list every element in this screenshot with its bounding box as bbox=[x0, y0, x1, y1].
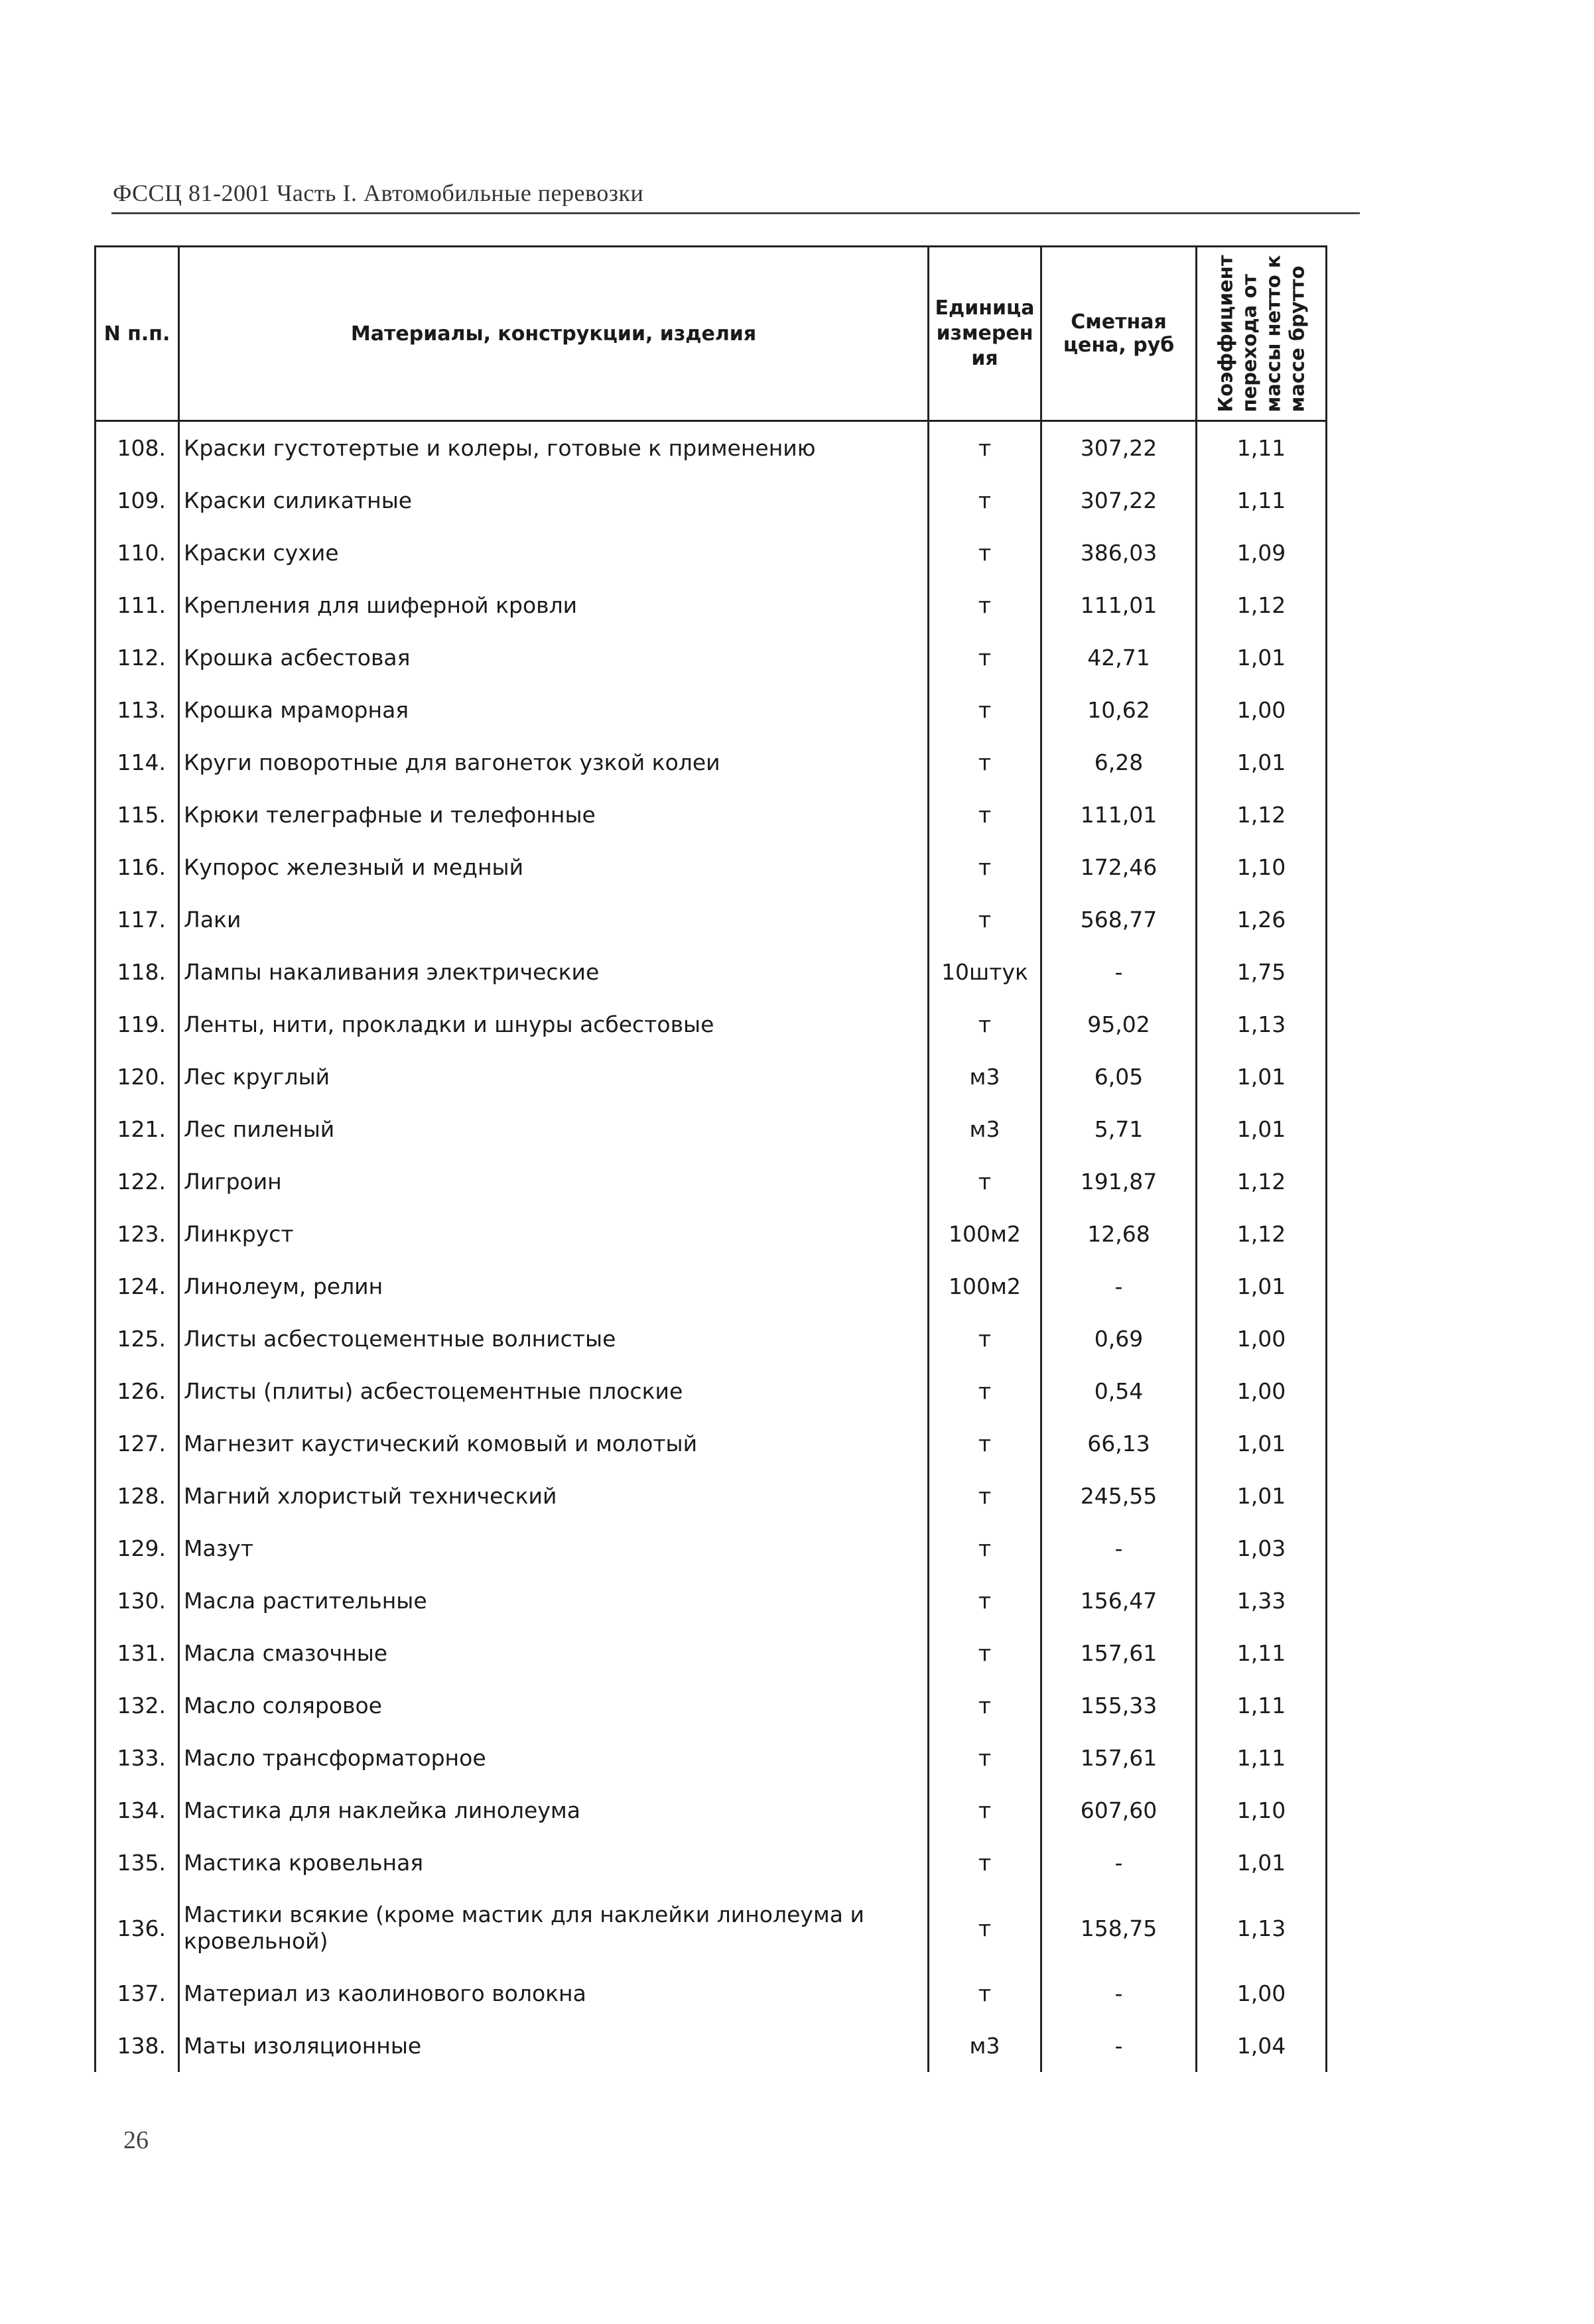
row-number: 130. bbox=[96, 1575, 179, 1627]
table-row bbox=[96, 998, 1327, 1051]
estimated-price: 307,22 bbox=[1041, 421, 1197, 475]
row-number: 129. bbox=[96, 1522, 179, 1575]
unit-of-measure: т bbox=[929, 1155, 1041, 1208]
unit-of-measure: т bbox=[929, 1627, 1041, 1679]
conversion-coefficient: 1,13 bbox=[1197, 998, 1327, 1051]
row-number: 126. bbox=[96, 1365, 179, 1417]
material-name: Ленты, нити, прокладки и шнуры асбестовые bbox=[179, 998, 929, 1051]
row-number: 112. bbox=[96, 631, 179, 684]
table-row bbox=[96, 474, 1327, 527]
row-number: 115. bbox=[96, 789, 179, 841]
header-num: N п.п. bbox=[96, 247, 179, 421]
table-row bbox=[96, 1522, 1327, 1575]
conversion-coefficient: 1,11 bbox=[1197, 1732, 1327, 1784]
table-row bbox=[96, 789, 1327, 841]
table-row bbox=[96, 1313, 1327, 1365]
unit-of-measure: т bbox=[929, 421, 1041, 475]
estimated-price: 172,46 bbox=[1041, 841, 1197, 893]
conversion-coefficient: 1,00 bbox=[1197, 1967, 1327, 2020]
unit-of-measure: 10штук bbox=[929, 946, 1041, 998]
estimated-price: 245,55 bbox=[1041, 1470, 1197, 1522]
row-number: 128. bbox=[96, 1470, 179, 1522]
material-name: Магний хлористый технический bbox=[179, 1470, 929, 1522]
estimated-price: 111,01 bbox=[1041, 789, 1197, 841]
conversion-coefficient: 1,00 bbox=[1197, 1365, 1327, 1417]
table-row bbox=[96, 1470, 1327, 1522]
estimated-price: 157,61 bbox=[1041, 1732, 1197, 1784]
row-number: 125. bbox=[96, 1313, 179, 1365]
unit-of-measure: т bbox=[929, 1313, 1041, 1365]
row-number: 137. bbox=[96, 1967, 179, 2020]
table-row bbox=[96, 736, 1327, 789]
material-name: Крошка мраморная bbox=[179, 684, 929, 736]
table-row bbox=[96, 1967, 1327, 2020]
conversion-coefficient: 1,11 bbox=[1197, 421, 1327, 475]
table-row bbox=[96, 1208, 1327, 1260]
header-rule bbox=[111, 212, 1360, 214]
unit-of-measure: т bbox=[929, 893, 1041, 946]
header-coef bbox=[1197, 247, 1327, 421]
row-number: 122. bbox=[96, 1155, 179, 1208]
conversion-coefficient: 1,00 bbox=[1197, 1313, 1327, 1365]
conversion-coefficient: 1,12 bbox=[1197, 789, 1327, 841]
material-name: Краски густотертые и колеры, готовые к применению bbox=[179, 421, 929, 475]
unit-of-measure: м3 bbox=[929, 2020, 1041, 2072]
estimated-price: - bbox=[1041, 2020, 1197, 2072]
unit-of-measure: м3 bbox=[929, 1051, 1041, 1103]
row-number: 135. bbox=[96, 1837, 179, 1889]
row-number: 120. bbox=[96, 1051, 179, 1103]
conversion-coefficient: 1,12 bbox=[1197, 1208, 1327, 1260]
material-name: Мастика для наклейка линолеума bbox=[179, 1784, 929, 1837]
row-number: 132. bbox=[96, 1679, 179, 1732]
material-name: Лес пиленый bbox=[179, 1103, 929, 1155]
table-row bbox=[96, 527, 1327, 579]
estimated-price: 607,60 bbox=[1041, 1784, 1197, 1837]
estimated-price: 158,75 bbox=[1041, 1889, 1197, 1967]
row-number: 123. bbox=[96, 1208, 179, 1260]
unit-of-measure: т bbox=[929, 841, 1041, 893]
row-number: 116. bbox=[96, 841, 179, 893]
table-row bbox=[96, 2020, 1327, 2072]
estimated-price: 568,77 bbox=[1041, 893, 1197, 946]
material-name: Круги поворотные для вагонеток узкой колеи bbox=[179, 736, 929, 789]
table-row bbox=[96, 579, 1327, 631]
unit-of-measure: т bbox=[929, 1522, 1041, 1575]
conversion-coefficient: 1,01 bbox=[1197, 736, 1327, 789]
table-row bbox=[96, 841, 1327, 893]
material-name: Мастика кровельная bbox=[179, 1837, 929, 1889]
unit-of-measure: т bbox=[929, 1967, 1041, 2020]
estimated-price: 307,22 bbox=[1041, 474, 1197, 527]
unit-of-measure: т bbox=[929, 736, 1041, 789]
estimated-price: 10,62 bbox=[1041, 684, 1197, 736]
conversion-coefficient: 1,01 bbox=[1197, 1051, 1327, 1103]
estimated-price: 0,54 bbox=[1041, 1365, 1197, 1417]
material-name: Линкруст bbox=[179, 1208, 929, 1260]
material-name: Листы асбестоцементные волнистые bbox=[179, 1313, 929, 1365]
table-row bbox=[96, 1575, 1327, 1627]
estimated-price: 12,68 bbox=[1041, 1208, 1197, 1260]
unit-of-measure: 100м2 bbox=[929, 1260, 1041, 1313]
estimated-price: 0,69 bbox=[1041, 1313, 1197, 1365]
estimated-price: 156,47 bbox=[1041, 1575, 1197, 1627]
table-row bbox=[96, 1732, 1327, 1784]
table-row bbox=[96, 893, 1327, 946]
material-name: Лигроин bbox=[179, 1155, 929, 1208]
unit-of-measure: т bbox=[929, 684, 1041, 736]
conversion-coefficient: 1,01 bbox=[1197, 1260, 1327, 1313]
conversion-coefficient: 1,75 bbox=[1197, 946, 1327, 998]
conversion-coefficient: 1,11 bbox=[1197, 1679, 1327, 1732]
table-row bbox=[96, 1260, 1327, 1313]
unit-of-measure: т bbox=[929, 1784, 1041, 1837]
material-name: Линолеум, релин bbox=[179, 1260, 929, 1313]
header-coef-text: Коэффициент перехода от массы нетто к массе брутто bbox=[1214, 255, 1309, 413]
row-number: 117. bbox=[96, 893, 179, 946]
table-row bbox=[96, 684, 1327, 736]
estimated-price: 6,28 bbox=[1041, 736, 1197, 789]
unit-of-measure: т bbox=[929, 1837, 1041, 1889]
row-number: 109. bbox=[96, 474, 179, 527]
row-number: 111. bbox=[96, 579, 179, 631]
estimated-price: - bbox=[1041, 1260, 1197, 1313]
conversion-coefficient: 1,04 bbox=[1197, 2020, 1327, 2072]
material-name: Маты изоляционные bbox=[179, 2020, 929, 2072]
conversion-coefficient: 1,01 bbox=[1197, 1103, 1327, 1155]
material-name: Лаки bbox=[179, 893, 929, 946]
conversion-coefficient: 1,01 bbox=[1197, 1417, 1327, 1470]
estimated-price: - bbox=[1041, 1967, 1197, 2020]
row-number: 131. bbox=[96, 1627, 179, 1679]
table-row bbox=[96, 421, 1327, 475]
material-name: Масла смазочные bbox=[179, 1627, 929, 1679]
row-number: 136. bbox=[96, 1889, 179, 1967]
conversion-coefficient: 1,00 bbox=[1197, 684, 1327, 736]
conversion-coefficient: 1,12 bbox=[1197, 579, 1327, 631]
unit-of-measure: т bbox=[929, 1732, 1041, 1784]
conversion-coefficient: 1,01 bbox=[1197, 1837, 1327, 1889]
conversion-coefficient: 1,26 bbox=[1197, 893, 1327, 946]
material-name: Листы (плиты) асбестоцементные плоские bbox=[179, 1365, 929, 1417]
table-row bbox=[96, 631, 1327, 684]
unit-of-measure: т bbox=[929, 1470, 1041, 1522]
table-row bbox=[96, 1365, 1327, 1417]
estimated-price: 386,03 bbox=[1041, 527, 1197, 579]
conversion-coefficient: 1,09 bbox=[1197, 527, 1327, 579]
table-row bbox=[96, 1784, 1327, 1837]
table-row bbox=[96, 1679, 1327, 1732]
table-row bbox=[96, 1627, 1327, 1679]
table-row bbox=[96, 946, 1327, 998]
conversion-coefficient: 1,01 bbox=[1197, 1470, 1327, 1522]
unit-of-measure: т bbox=[929, 789, 1041, 841]
unit-of-measure: т bbox=[929, 527, 1041, 579]
row-number: 113. bbox=[96, 684, 179, 736]
row-number: 134. bbox=[96, 1784, 179, 1837]
row-number: 127. bbox=[96, 1417, 179, 1470]
unit-of-measure: т bbox=[929, 998, 1041, 1051]
material-name: Масло соляровое bbox=[179, 1679, 929, 1732]
row-number: 121. bbox=[96, 1103, 179, 1155]
unit-of-measure: т bbox=[929, 1679, 1041, 1732]
table-row bbox=[96, 1155, 1327, 1208]
row-number: 124. bbox=[96, 1260, 179, 1313]
estimated-price: 6,05 bbox=[1041, 1051, 1197, 1103]
estimated-price: - bbox=[1041, 946, 1197, 998]
conversion-coefficient: 1,13 bbox=[1197, 1889, 1327, 1967]
header-unit: Единица измерения bbox=[929, 247, 1041, 421]
unit-of-measure: т bbox=[929, 1575, 1041, 1627]
unit-of-measure: т bbox=[929, 1417, 1041, 1470]
table-row bbox=[96, 1417, 1327, 1470]
estimated-price: 155,33 bbox=[1041, 1679, 1197, 1732]
unit-of-measure: т bbox=[929, 1365, 1041, 1417]
row-number: 133. bbox=[96, 1732, 179, 1784]
material-name: Магнезит каустический комовый и молотый bbox=[179, 1417, 929, 1470]
conversion-coefficient: 1,01 bbox=[1197, 631, 1327, 684]
material-name: Крошка асбестовая bbox=[179, 631, 929, 684]
estimated-price: 111,01 bbox=[1041, 579, 1197, 631]
estimated-price: 157,61 bbox=[1041, 1627, 1197, 1679]
header-name: Материалы, конструкции, изделия bbox=[179, 247, 929, 421]
materials-table bbox=[94, 245, 1327, 2072]
material-name: Лес круглый bbox=[179, 1051, 929, 1103]
unit-of-measure: т bbox=[929, 579, 1041, 631]
unit-of-measure: т bbox=[929, 474, 1041, 527]
estimated-price: 42,71 bbox=[1041, 631, 1197, 684]
conversion-coefficient: 1,10 bbox=[1197, 1784, 1327, 1837]
table-body bbox=[96, 421, 1327, 2073]
row-number: 110. bbox=[96, 527, 179, 579]
material-name: Краски сухие bbox=[179, 527, 929, 579]
conversion-coefficient: 1,11 bbox=[1197, 1627, 1327, 1679]
unit-of-measure: т bbox=[929, 631, 1041, 684]
estimated-price: 95,02 bbox=[1041, 998, 1197, 1051]
unit-of-measure: т bbox=[929, 1889, 1041, 1967]
conversion-coefficient: 1,33 bbox=[1197, 1575, 1327, 1627]
material-name: Масло трансформаторное bbox=[179, 1732, 929, 1784]
material-name: Купорос железный и медный bbox=[179, 841, 929, 893]
estimated-price: - bbox=[1041, 1522, 1197, 1575]
row-number: 119. bbox=[96, 998, 179, 1051]
material-name: Мастики всякие (кроме мастик для наклейки линолеума и кровельной) bbox=[179, 1889, 929, 1967]
unit-of-measure: 100м2 bbox=[929, 1208, 1041, 1260]
row-number: 114. bbox=[96, 736, 179, 789]
conversion-coefficient: 1,11 bbox=[1197, 474, 1327, 527]
table-row bbox=[96, 1051, 1327, 1103]
conversion-coefficient: 1,10 bbox=[1197, 841, 1327, 893]
row-number: 108. bbox=[96, 421, 179, 475]
estimated-price: 191,87 bbox=[1041, 1155, 1197, 1208]
row-number: 118. bbox=[96, 946, 179, 998]
table-row bbox=[96, 1889, 1327, 1967]
table-row bbox=[96, 1837, 1327, 1889]
unit-of-measure: м3 bbox=[929, 1103, 1041, 1155]
estimated-price: - bbox=[1041, 1837, 1197, 1889]
estimated-price: 66,13 bbox=[1041, 1417, 1197, 1470]
table-row bbox=[96, 1103, 1327, 1155]
material-name: Мазут bbox=[179, 1522, 929, 1575]
row-number: 138. bbox=[96, 2020, 179, 2072]
document-header: ФССЦ 81-2001 Часть I. Автомобильные перевозки bbox=[113, 180, 644, 206]
material-name: Краски силикатные bbox=[179, 474, 929, 527]
table-header-row bbox=[96, 247, 1327, 421]
page-number: 26 bbox=[123, 2126, 149, 2154]
material-name: Крюки телеграфные и телефонные bbox=[179, 789, 929, 841]
conversion-coefficient: 1,12 bbox=[1197, 1155, 1327, 1208]
material-name: Лампы накаливания электрические bbox=[179, 946, 929, 998]
material-name: Крепления для шиферной кровли bbox=[179, 579, 929, 631]
material-name: Материал из каолинового волокна bbox=[179, 1967, 929, 2020]
conversion-coefficient: 1,03 bbox=[1197, 1522, 1327, 1575]
estimated-price: 5,71 bbox=[1041, 1103, 1197, 1155]
header-price: Сметная цена, руб bbox=[1041, 247, 1197, 421]
material-name: Масла растительные bbox=[179, 1575, 929, 1627]
